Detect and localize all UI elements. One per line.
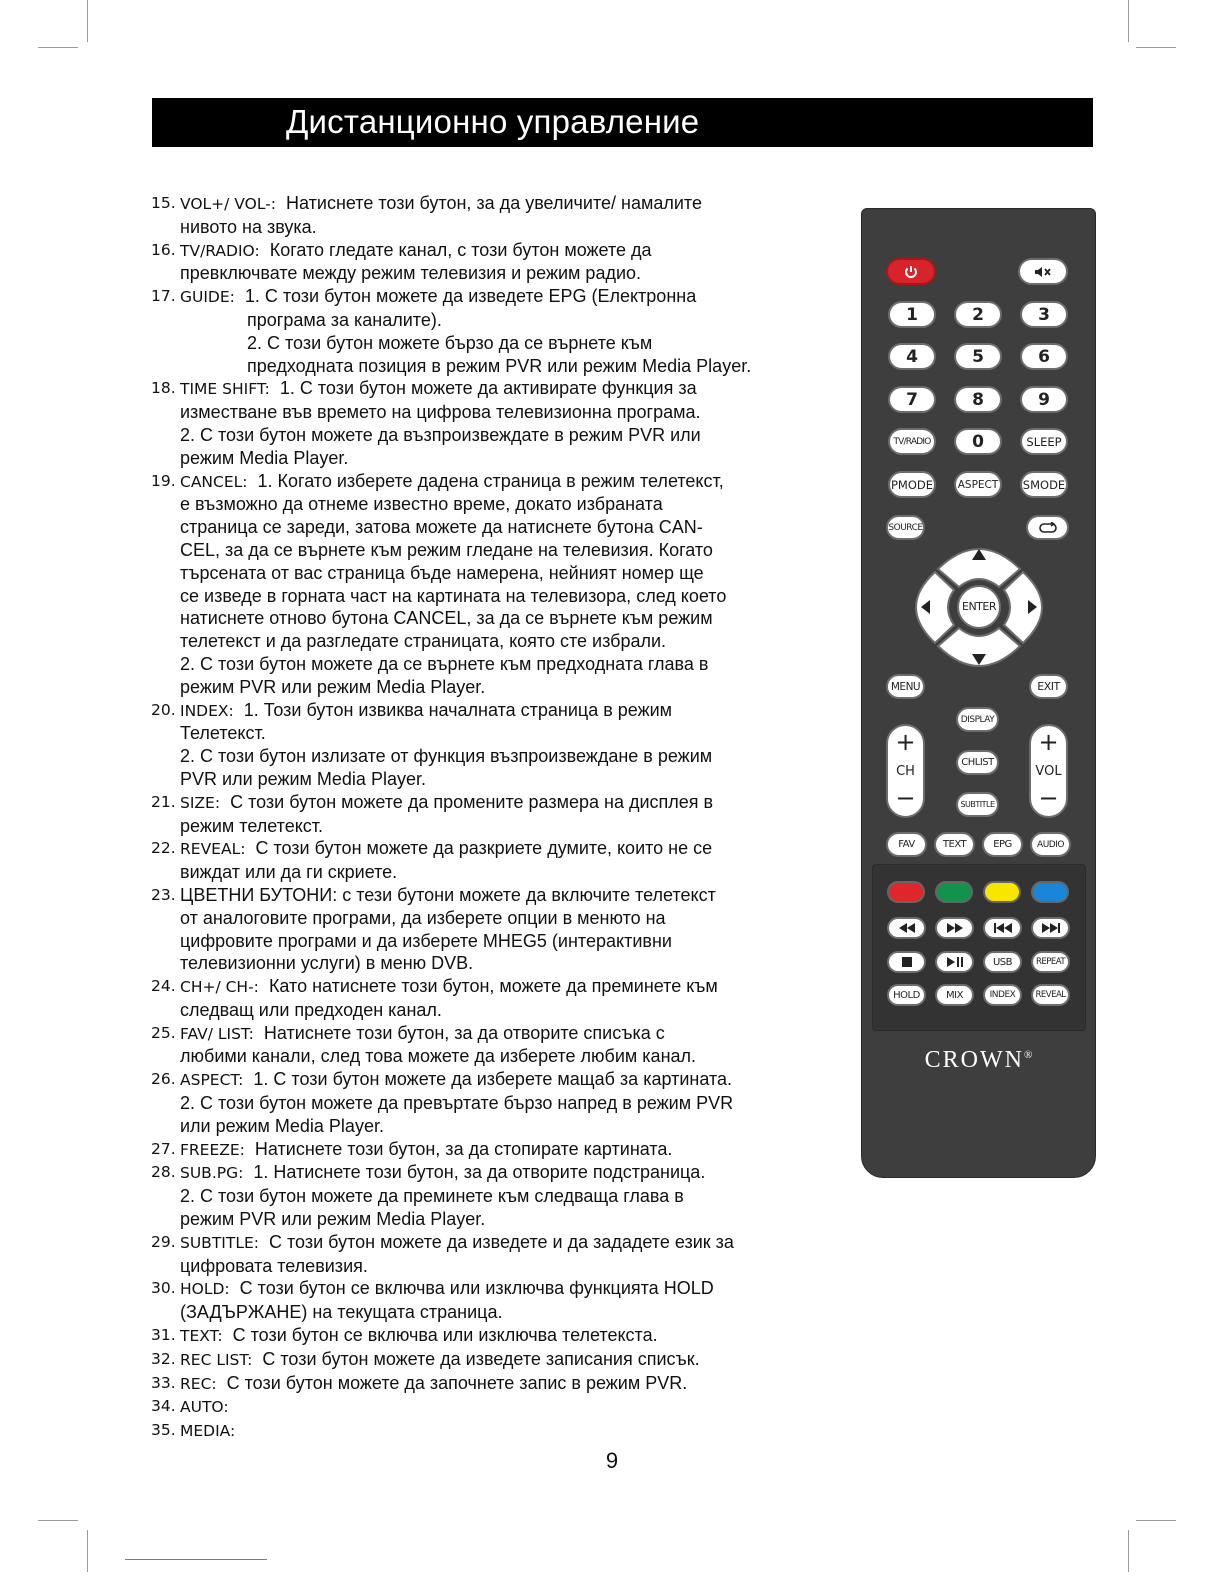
audio-button: AUDIO <box>1030 832 1071 857</box>
instruction-item <box>151 470 796 699</box>
digit-0-button: 0 <box>954 428 1002 455</box>
tv-radio-button: TV/RADIO <box>888 428 936 455</box>
item-term: REC LIST: <box>180 1350 253 1369</box>
green-color-button <box>935 881 973 903</box>
stop-icon <box>902 957 912 967</box>
item-term: REC: <box>180 1374 217 1393</box>
instruction-item <box>151 192 796 239</box>
item-number: 24. <box>151 977 176 996</box>
item-number: 32. <box>151 1349 176 1368</box>
sleep-button: SLEEP <box>1020 428 1068 455</box>
volume-rocker <box>1029 724 1068 818</box>
item-line <box>180 815 796 838</box>
crop-mark <box>1128 1530 1129 1572</box>
item-text: Натиснете този бутон, за да увеличите/ намалите <box>286 193 702 213</box>
crop-mark <box>1136 47 1176 48</box>
digit-1-button: 1 <box>888 301 936 328</box>
item-term: TIME SHIFT: <box>180 380 270 399</box>
item-line <box>180 470 796 494</box>
item-number: 27. <box>151 1139 176 1158</box>
instruction-item <box>151 699 796 791</box>
stop-button <box>887 951 926 973</box>
display-button: DISPLAY <box>956 707 999 732</box>
item-line <box>180 192 796 216</box>
item-text: 1. Този бутон извиква началната страница в режим <box>243 699 673 720</box>
item-line <box>180 930 796 953</box>
instruction-item <box>151 1161 796 1230</box>
repeat-button: REPEAT <box>1031 951 1070 973</box>
power-button <box>886 258 936 285</box>
item-term: INDEX: <box>180 701 234 720</box>
item-text: 1. С този бутон можете да изберете мащаб за картината. <box>253 1069 732 1090</box>
item-number: 25. <box>151 1023 176 1042</box>
instruction-item <box>151 1231 796 1278</box>
subtitle-button: SUBTITLE <box>956 792 999 817</box>
reveal-button: REVEAL <box>1031 984 1070 1006</box>
item-text: С този бутон можете да изведете и да зададете език за <box>269 1231 734 1252</box>
item-text: С този бутон се включва или изключва телетекста. <box>232 1325 658 1346</box>
item-line <box>180 1185 796 1208</box>
item-text: Телетекст. <box>180 723 266 744</box>
aspect-button: ASPECT <box>954 471 1002 498</box>
item-line <box>180 1022 796 1046</box>
item-line <box>180 722 796 745</box>
item-line <box>180 791 796 815</box>
item-text: PVR или режим Media Player. <box>180 768 426 789</box>
text-button: TEXT <box>934 832 975 857</box>
instructions-list <box>151 192 796 1443</box>
item-line <box>180 377 796 401</box>
red-color-button <box>887 881 925 903</box>
play-pause-icon <box>947 957 963 967</box>
item-text: С този бутон можете да промените размера на дисплея в <box>230 791 714 812</box>
item-text: 2. С този бутон можете да преминете към следваща глава в <box>180 1186 684 1207</box>
instruction-item <box>151 975 796 1022</box>
item-term: MEDIA: <box>180 1422 236 1441</box>
item-number: 15. <box>151 194 176 212</box>
item-line <box>180 1138 796 1162</box>
item-number: 19. <box>151 471 176 490</box>
item-text: изместване във времето на цифрова телевизионна програма. <box>180 402 701 423</box>
item-line <box>180 1372 796 1396</box>
item-term: SIZE: <box>180 793 221 812</box>
digit-8-button: 8 <box>954 386 1002 413</box>
item-number: 31. <box>151 1326 176 1345</box>
item-text: от аналоговите програми, да изберете опции в менюто на <box>180 907 666 928</box>
channel-down-label: − <box>895 784 916 812</box>
item-line <box>180 216 796 239</box>
item-text: търсената от вас страница бъде намерена, нейният номер ще <box>180 562 704 583</box>
channel-label: CH <box>896 764 915 779</box>
instruction-item <box>151 1348 796 1372</box>
instruction-item <box>151 1068 796 1137</box>
pmode-button: PMODE <box>888 471 936 498</box>
brand-name: CROWN <box>924 1047 1024 1073</box>
instruction-item <box>151 1324 796 1348</box>
item-term: SUBTITLE: <box>180 1233 259 1252</box>
instruction-item <box>151 377 796 469</box>
digit-9-button: 9 <box>1020 386 1068 413</box>
item-text: Когато гледате канал, с този бутон можете да <box>269 239 652 260</box>
item-text: 2. С този бутон можете да възпроизвеждате в режим PVR или <box>180 424 701 445</box>
item-number: 16. <box>151 240 176 259</box>
item-text: натиснете отново бутона CANCEL, за да се върнете към режим <box>180 608 713 629</box>
item-term: TEXT: <box>180 1327 223 1346</box>
item-term: CH+/ CH-: <box>180 978 259 997</box>
item-text: страница се зареди, затова можете да натиснете бутона CAN- <box>180 517 703 538</box>
item-number: 26. <box>151 1070 176 1089</box>
item-line <box>180 975 796 999</box>
instruction-item <box>151 1372 796 1396</box>
next-button <box>1031 917 1070 939</box>
remote-control-illustration <box>861 208 1096 1178</box>
instruction-item <box>151 285 796 377</box>
crop-mark <box>1136 1520 1176 1521</box>
item-line <box>180 1277 796 1301</box>
item-text: превключвате между режим телевизия и режим радио. <box>180 263 642 284</box>
item-line <box>180 332 796 355</box>
fast-forward-icon <box>947 923 963 933</box>
next-icon <box>1042 923 1060 933</box>
item-line <box>180 999 796 1022</box>
power-icon <box>903 264 919 280</box>
item-line <box>180 285 796 309</box>
fav-button: FAV <box>886 832 927 857</box>
item-line <box>180 952 796 975</box>
crop-mark <box>38 1520 78 1521</box>
item-line <box>180 607 796 630</box>
source-button: SOURCE <box>886 515 925 540</box>
smode-button: SMODE <box>1020 471 1068 498</box>
item-text: режим PVR или режим Media Player. <box>180 1209 486 1230</box>
digit-4-button: 4 <box>888 343 936 370</box>
item-text: програма за каналите). <box>247 309 442 330</box>
instruction-item <box>151 837 796 884</box>
item-line <box>180 1045 796 1068</box>
crop-mark <box>87 1530 88 1572</box>
index-button: INDEX <box>983 984 1022 1006</box>
item-text: 2. С този бутон можете да се върнете към предходната глава в <box>180 653 709 674</box>
item-number: 34. <box>151 1397 176 1416</box>
fast-forward-button <box>935 917 974 939</box>
item-text: телетекст и да разгледате страницата, която сте избрали. <box>180 631 667 652</box>
item-text: С този бутон можете да разкриете думите, които не се <box>255 838 713 859</box>
item-line <box>180 355 796 378</box>
item-line <box>180 676 796 699</box>
item-line <box>180 1092 796 1115</box>
item-line <box>180 1301 796 1324</box>
digit-6-button: 6 <box>1020 343 1068 370</box>
item-text: Натиснете този бутон, за да отворите списъка с <box>263 1022 665 1043</box>
volume-label: VOL <box>1035 764 1062 779</box>
rewind-icon <box>899 923 915 933</box>
item-term: REVEAL: <box>180 840 246 859</box>
item-text: режим PVR или режим Media Player. <box>180 676 486 697</box>
title-bar <box>152 98 1093 147</box>
item-text: любими канали, след това можете да изберете любим канал. <box>180 1046 697 1067</box>
digit-5-button: 5 <box>954 343 1002 370</box>
crop-mark <box>38 47 78 48</box>
blue-color-button <box>1031 881 1069 903</box>
item-text: С този бутон можете да започнете запис в режим PVR. <box>226 1372 688 1393</box>
item-line <box>180 1395 796 1419</box>
item-line <box>180 1231 796 1255</box>
item-term: FREEZE: <box>180 1140 245 1159</box>
menu-button: MENU <box>886 674 925 699</box>
item-text: 1. Когато изберете дадена страница в режим телетекст, <box>257 470 724 491</box>
item-number: 33. <box>151 1373 176 1392</box>
item-text: ЦВЕТНИ БУТОНИ: с тези бутони можете да включите телетекст <box>180 884 716 905</box>
item-line <box>180 630 796 653</box>
item-text: 1. С този бутон можете да изведете EPG (Електронна <box>244 286 697 307</box>
lower-button-panel <box>872 864 1086 1031</box>
item-number: 30. <box>151 1279 176 1298</box>
item-term: CANCEL: <box>180 472 248 491</box>
mute-icon <box>1033 265 1053 279</box>
item-line <box>180 516 796 539</box>
item-term: AUTO: <box>180 1398 229 1417</box>
epg-button: EPG <box>982 832 1023 857</box>
item-number: 29. <box>151 1232 176 1251</box>
item-number: 18. <box>151 379 176 398</box>
digit-7-button: 7 <box>888 386 936 413</box>
item-number: 22. <box>151 839 176 858</box>
item-line <box>180 837 796 861</box>
channel-up-label: + <box>895 728 916 756</box>
item-text: е възможно да отнеме известно време, докато избраната <box>180 494 663 515</box>
exit-button: EXIT <box>1029 674 1068 699</box>
enter-label: ENTER <box>962 600 996 613</box>
item-line <box>180 861 796 884</box>
item-text: CEL, за да се върнете към режим гледане на телевизия. Когато <box>180 539 713 560</box>
instruction-item <box>151 1022 796 1069</box>
item-term: ASPECT: <box>180 1071 244 1090</box>
yellow-color-button <box>983 881 1021 903</box>
channel-rocker <box>886 724 925 818</box>
instruction-item <box>151 791 796 838</box>
digit-2-button: 2 <box>954 301 1002 328</box>
rewind-button <box>887 917 926 939</box>
item-number: 17. <box>151 287 176 306</box>
item-text: виждат или да ги скриете. <box>180 862 398 883</box>
item-line <box>180 262 796 285</box>
item-term: VOL+/ VOL-: <box>180 195 277 213</box>
item-line <box>180 1255 796 1278</box>
item-line <box>180 239 796 263</box>
item-text: 1. Натиснете този бутон, за да отворите подстраница. <box>253 1162 706 1183</box>
item-text: цифровите програми и да изберете MHEG5 (интерактивни <box>180 930 672 951</box>
item-text: нивото на звука. <box>180 216 317 237</box>
item-line <box>180 1115 796 1138</box>
footer-underline <box>125 1559 267 1560</box>
item-line <box>180 907 796 930</box>
item-term: FAV/ LIST: <box>180 1024 254 1043</box>
page-number: 9 <box>605 1448 619 1473</box>
item-line <box>180 424 796 447</box>
instruction-item <box>151 239 796 286</box>
crop-mark <box>87 0 88 42</box>
item-text: Натиснете този бутон, за да стопирате картината. <box>254 1138 673 1159</box>
item-text: С този бутон се включва или изключва функцията HOLD <box>239 1278 714 1299</box>
recall-icon <box>1038 522 1058 534</box>
item-number: 20. <box>151 700 176 719</box>
remote-body <box>861 208 1096 1178</box>
volume-up-label: + <box>1038 728 1059 756</box>
item-term: TV/RADIO: <box>180 241 260 260</box>
instruction-item <box>151 1395 796 1419</box>
mute-button <box>1018 258 1068 285</box>
item-line <box>180 768 796 791</box>
item-term: SUB.PG: <box>180 1164 244 1183</box>
item-term: GUIDE: <box>180 288 235 307</box>
hold-button: HOLD <box>887 984 926 1006</box>
brand-logo <box>862 1047 1095 1074</box>
crop-mark <box>1128 0 1129 42</box>
item-text: 2. С този бутон излизате от функция възпроизвеждане в режим <box>180 746 713 767</box>
item-text: (ЗАДЪРЖАНЕ) на текущата страница. <box>180 1302 503 1323</box>
item-line <box>180 562 796 585</box>
item-line <box>180 1419 796 1443</box>
previous-icon <box>994 923 1012 933</box>
item-line <box>180 585 796 608</box>
item-line <box>180 447 796 470</box>
instruction-item <box>151 884 796 975</box>
digit-3-button: 3 <box>1020 301 1068 328</box>
item-line <box>180 309 796 332</box>
item-line <box>180 745 796 768</box>
item-text: 1. С този бутон можете да активирате функция за <box>279 378 697 399</box>
previous-button <box>983 917 1022 939</box>
item-line <box>180 653 796 676</box>
page-title: Дистанционно управление <box>286 103 700 140</box>
item-text: 2. С този бутон можете бързо да се върнете към <box>247 332 653 353</box>
item-text: предходната позиция в режим PVR или режим Media Player. <box>247 355 752 376</box>
item-text: или режим Media Player. <box>180 1115 384 1136</box>
mix-button: MIX <box>935 984 974 1006</box>
item-number: 28. <box>151 1163 176 1182</box>
item-line <box>180 1208 796 1231</box>
item-line <box>180 699 796 723</box>
chlist-button: CHLIST <box>956 750 999 775</box>
instruction-item <box>151 1138 796 1162</box>
item-line <box>180 884 796 907</box>
item-number: 21. <box>151 792 176 811</box>
item-term: HOLD: <box>180 1280 230 1299</box>
item-text: цифровата телевизия. <box>180 1255 368 1276</box>
item-line <box>180 1068 796 1092</box>
item-line <box>180 1348 796 1372</box>
item-text: режим телетекст. <box>180 815 324 836</box>
item-line <box>180 401 796 424</box>
registered-mark: ® <box>1023 1049 1033 1061</box>
item-number: 23. <box>151 885 176 904</box>
item-line <box>180 1161 796 1185</box>
item-line <box>180 493 796 516</box>
item-line <box>180 1324 796 1348</box>
play-pause-button <box>935 951 974 973</box>
item-line <box>180 539 796 562</box>
item-text: се изведе в горната част на картината на телевизора, след което <box>180 585 727 606</box>
instruction-item <box>151 1277 796 1324</box>
item-text: телевизионни услуги) в меню DVB. <box>180 953 474 974</box>
item-text: 2. С този бутон можете да превъртате бързо напред в режим PVR <box>180 1093 734 1114</box>
item-text: режим Media Player. <box>180 447 349 468</box>
instruction-item <box>151 1419 796 1443</box>
volume-down-label: − <box>1038 784 1059 812</box>
item-text: С този бутон можете да изведете записания списък. <box>262 1348 700 1369</box>
usb-button: USB <box>983 951 1022 973</box>
item-number: 35. <box>151 1421 176 1440</box>
item-text: Като натиснете този бутон, можете да преминете към <box>268 976 718 997</box>
item-text: следващ или предходен канал. <box>180 999 442 1020</box>
